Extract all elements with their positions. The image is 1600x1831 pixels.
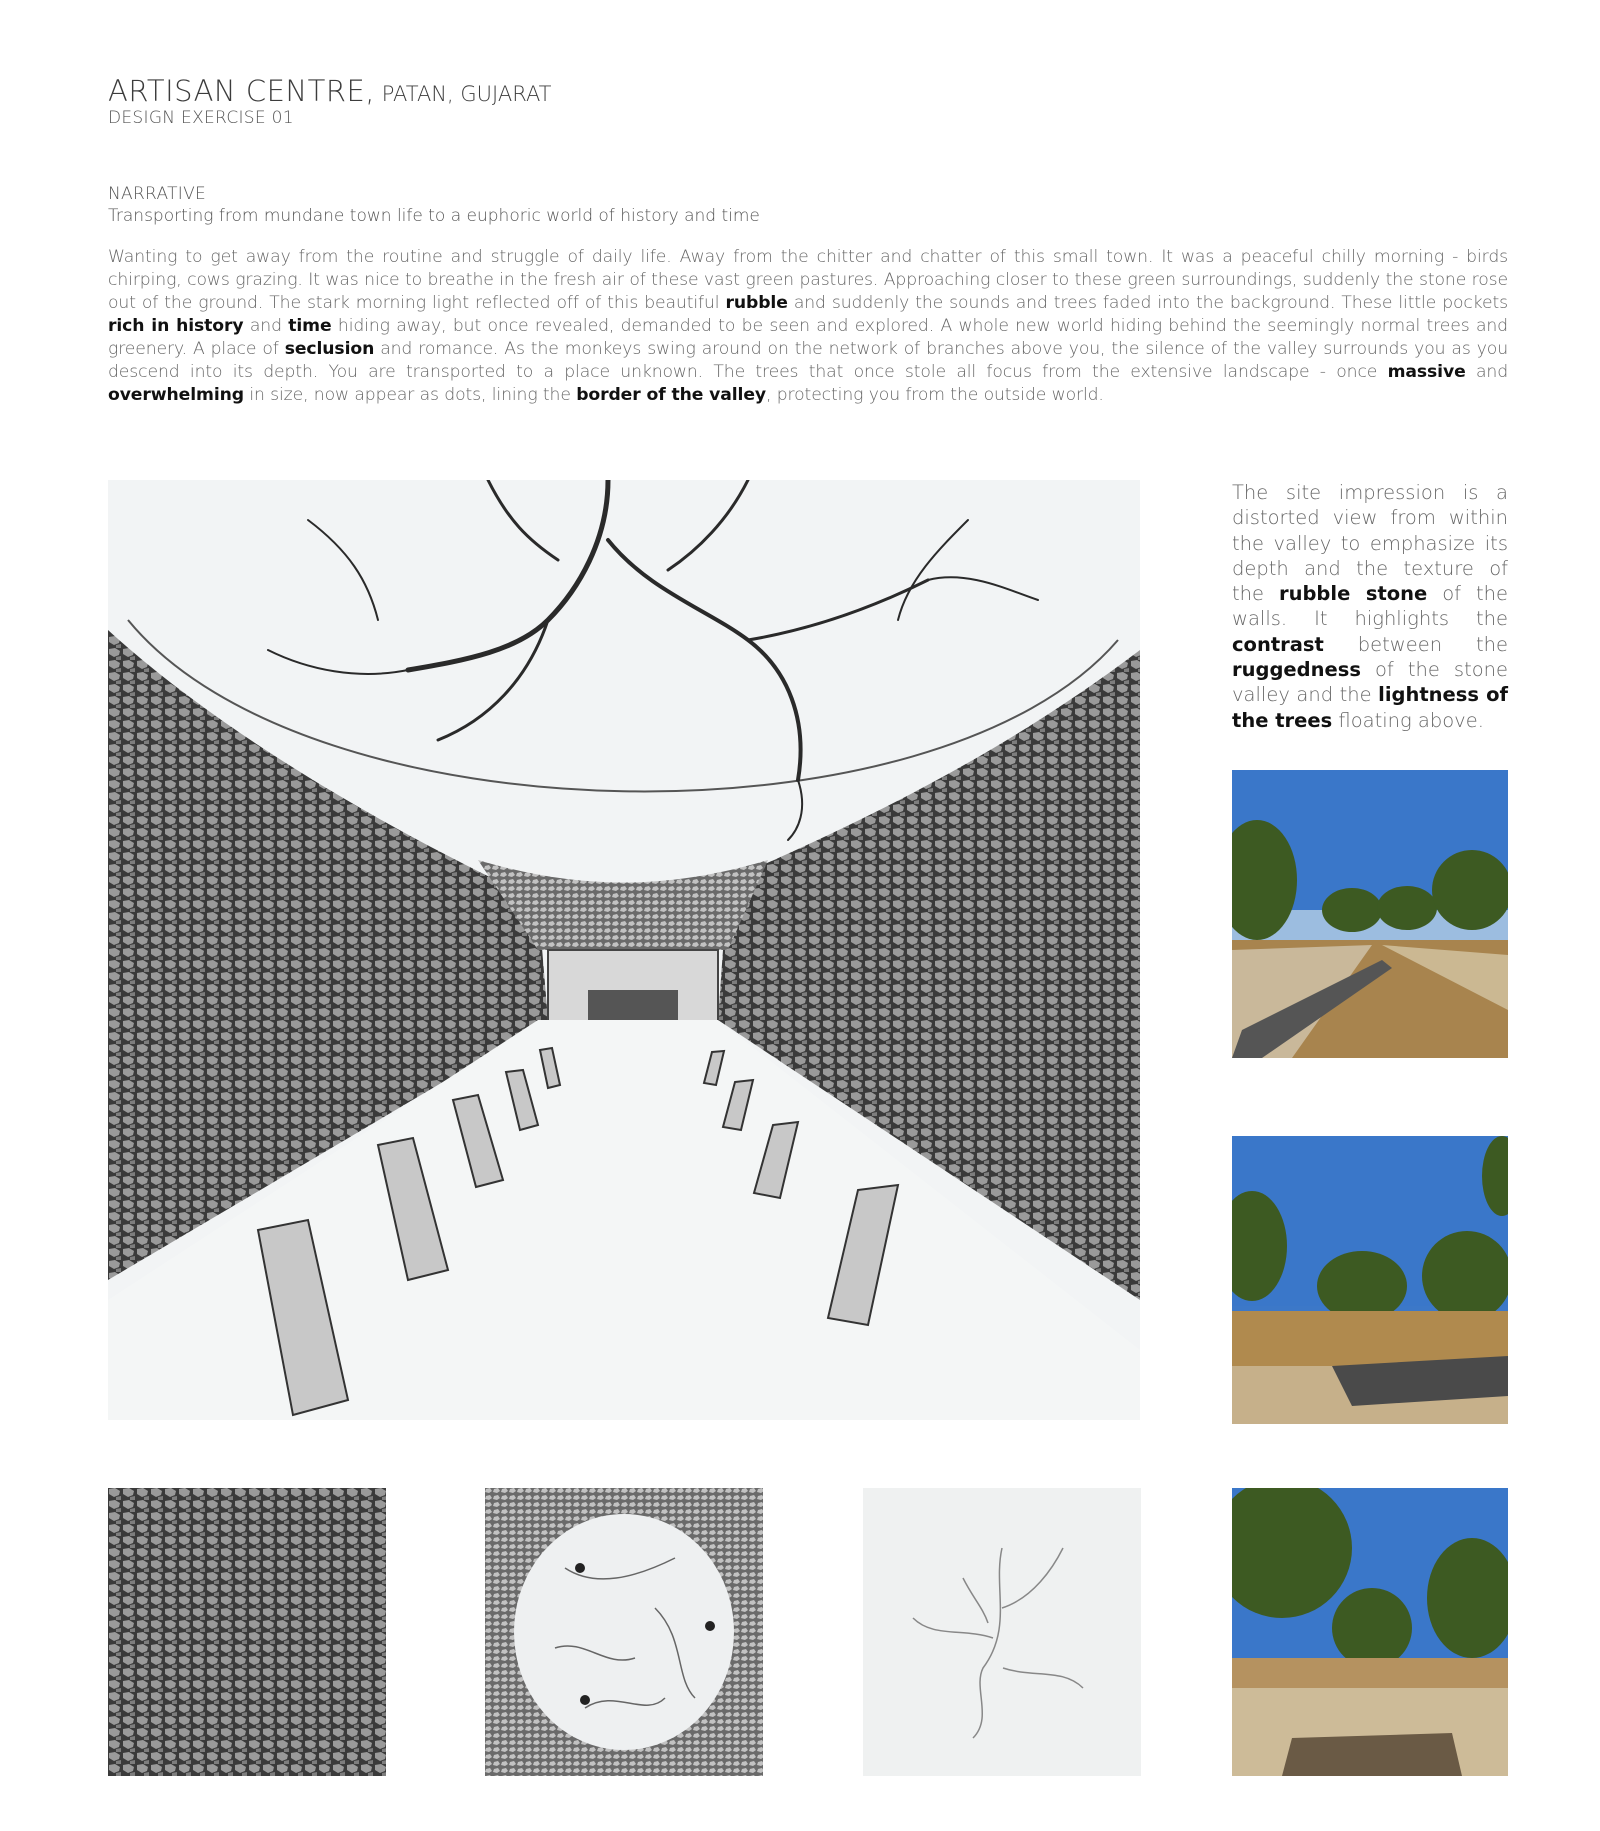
caption-emphasis: contrast <box>1232 632 1324 656</box>
caption-text: of the walls. It highlights the <box>1232 582 1508 631</box>
caption-text: of the stone valley and the <box>1232 658 1508 707</box>
rubble-texture-sketch <box>108 1488 386 1776</box>
narrative-emphasis: overwhelming <box>108 385 244 405</box>
valley-plan-sketch <box>485 1488 763 1776</box>
site-photo-3-image <box>1232 1488 1508 1776</box>
narrative-section <box>108 184 1508 407</box>
page-subtitle: DESIGN EXERCISE 01 <box>108 108 294 128</box>
narrative-label: NARRATIVE <box>108 184 207 204</box>
site-impression-caption <box>1232 480 1508 733</box>
caption-text: floating above. <box>1332 708 1484 732</box>
narrative-text: and suddenly the sounds and trees faded into the background. These little pockets <box>787 293 1508 313</box>
narrative-text: in size, now appear as dots, lining the <box>243 385 577 405</box>
site-photo-1 <box>1232 770 1508 1058</box>
narrative-text: Wanting to get away from the routine and struggle of daily life. Away from the chitter and chatter of this small town. It was a peaceful chilly morning - birds chirping, cows grazing. It was nice to breathe in the fresh air of these vast green pastures. Approaching closer to these green surroundings, suddenly the stone rose out of the ground. The stark morning light reflected off of this beautiful <box>108 247 1508 313</box>
tree-plan-drawing <box>863 1488 1141 1776</box>
narrative-emphasis: seclusion <box>284 339 375 359</box>
narrative-emphasis: time <box>288 316 332 336</box>
sketch-drawing <box>108 480 1140 1420</box>
narrative-emphasis: massive <box>1387 362 1466 382</box>
valley-plan-drawing <box>485 1488 763 1776</box>
page-title <box>108 74 552 108</box>
caption-text: The site impression is a distorted view from within the valley to emphasize its depth and the texture of the <box>1232 481 1508 606</box>
site-photo-1-image <box>1232 770 1508 1058</box>
narrative-body <box>108 246 1508 407</box>
narrative-emphasis: rich in history <box>108 316 244 336</box>
narrative-tagline: Transporting from mundane town life to a euphoric world of history and time <box>108 206 760 226</box>
caption-emphasis: rubble stone <box>1278 582 1428 606</box>
site-impression-sketch <box>108 480 1140 1420</box>
caption-emphasis: lightness of the trees <box>1232 683 1508 732</box>
narrative-emphasis: border of the valley <box>576 385 767 405</box>
caption-emphasis: ruggedness <box>1232 658 1361 682</box>
site-photo-2 <box>1232 1136 1508 1424</box>
narrative-text: hiding away, but once revealed, demanded to be seen and explored. A whole new world hiding behind the seemingly normal trees and greenery. A place of <box>108 316 1508 359</box>
narrative-text: and romance. As the monkeys swing around on the network of branches above you, the silence of the valley surrounds you as you descend into its depth. You are transported to a place unknown. The trees that once stole all focus from the extensive landscape - once <box>108 339 1508 382</box>
narrative-text: and <box>243 316 289 336</box>
site-photo-3 <box>1232 1488 1508 1776</box>
rubble-texture-drawing <box>108 1488 386 1776</box>
narrative-text: , protecting you from the outside world. <box>766 385 1104 405</box>
title-block <box>108 74 552 128</box>
tree-plan-sketch <box>863 1488 1141 1776</box>
caption-text: between the <box>1323 632 1508 656</box>
narrative-emphasis: rubble <box>725 293 788 313</box>
title-location: PATAN, GUJARAT <box>375 82 552 106</box>
title-main: ARTISAN CENTRE, <box>108 74 376 108</box>
narrative-text: and <box>1465 362 1509 382</box>
site-photo-2-image <box>1232 1136 1508 1424</box>
